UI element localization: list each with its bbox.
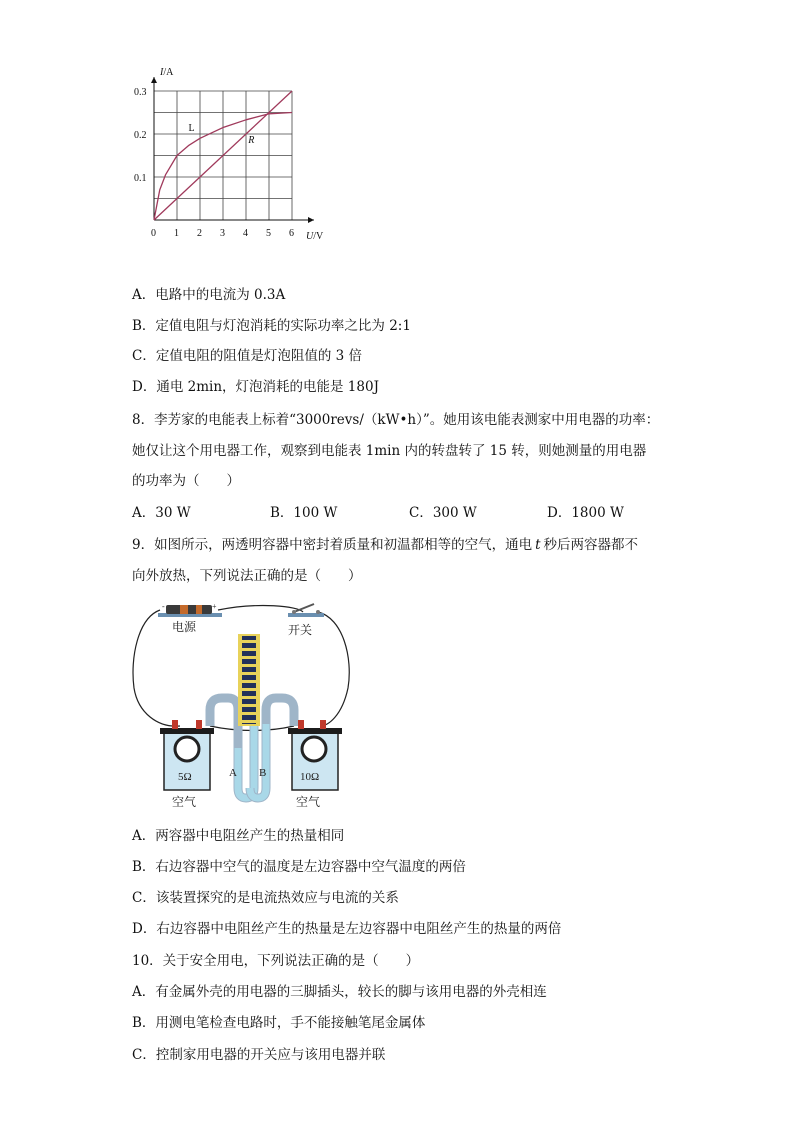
q8-option-a: A．30 W [132,505,191,521]
ruler-stripe [240,696,258,699]
q8-stem-line2: 她仅让这个用电器工作，观察到电能表 1min 内的转盘转了 15 转，则她测量的用电器 [132,443,647,459]
ruler-stripe [240,648,258,651]
left-container [160,720,214,790]
q7-option-d: D．通电 2min，灯泡消耗的电能是 180J [132,379,379,395]
scale-ruler [238,634,260,726]
y-axis-arrow [151,77,157,83]
x-tick-label: 5 [266,228,271,239]
y-axis-label: I/A [160,67,174,78]
q10-option-a: A．有金属外壳的用电器的三脚插头，较长的脚与该用电器的外壳相连 [132,984,547,1000]
q7-option-c: C．定值电阻的阻值是灯泡阻值的 3 倍 [132,348,363,364]
x-axis-label: U/V [306,231,324,242]
iu-graph [130,62,330,242]
switch-label: 开关 [288,623,313,637]
q9-option-b: B．右边容器中空气的温度是左边容器中空气温度的两倍 [132,859,466,875]
ruler-stripe [240,680,258,683]
power-label: 电源 [172,620,197,634]
q8-option-d: D．1800 W [547,505,624,521]
q9-stem-suffix: 秒后两容器都不 [543,537,639,553]
q8-option-c: C．300 W [409,505,477,521]
q9-option-c: C．该装置探究的是电流热效应与电流的关系 [132,890,399,906]
x-tick-label: 2 [197,228,202,239]
right-container [288,720,342,790]
x-axis-arrow [308,217,314,223]
ruler-stripe [240,656,258,659]
ruler-stripe [240,640,258,643]
q9-stem-prefix: 9．如图所示，两透明容器中密封着质量和初温都相等的空气，通电 [132,537,533,553]
q9-stem-line2: 向外放热，下列说法正确的是（ ） [132,568,362,584]
right-air-label: 空气 [296,795,321,809]
series-r-label: R [248,134,255,146]
q8-stem-line1: 8．李芳家的电能表上标着“3000revs/（kW•h）”。她用该电能表测家中用电器的功率： [132,412,660,428]
ruler-stripe [240,664,258,667]
q8-option-b: B．100 W [270,505,338,521]
series-l-label: L [188,123,195,134]
tube-b-label: B [259,767,267,779]
q10-stem: 10．关于安全用电，下列说法正确的是（ ） [132,953,420,969]
q9-option-a: A．两容器中电阻丝产生的热量相同 [132,828,345,844]
right-wire [318,612,349,726]
q9-stem-line1 [132,536,638,554]
battery-minus-sign: - [162,602,165,611]
top-wire [218,606,303,612]
q9-option-d: D．右边容器中电阻丝产生的热量是左边容器中电阻丝产生的热量的两倍 [132,921,562,937]
right-resistor-label: 10Ω [300,771,320,783]
joule-heating-apparatus [128,598,358,813]
x-tick-label: 0 [151,228,156,239]
q9-time-var: t [535,537,541,553]
y-tick-label: 0.1 [134,173,147,184]
left-resistor-label: 5Ω [178,771,192,783]
x-tick-label: 4 [243,228,248,239]
battery-plus-sign: + [212,602,217,611]
ruler-stripe [240,672,258,675]
ruler-stripe [240,712,258,715]
ruler-stripe [240,704,258,707]
q8-stem-line3: 的功率为（ ） [132,473,240,489]
q7-option-b: B．定值电阻与灯泡消耗的实际功率之比为 2:1 [132,318,411,334]
x-tick-label: 3 [220,228,225,239]
q10-option-b: B．用测电笔检查电路时，手不能接触笔尾金属体 [132,1015,426,1031]
y-tick-label: 0.3 [134,87,147,98]
y-tick-label: 0.2 [134,130,147,141]
x-tick-label: 6 [289,228,294,239]
q10-option-c: C．控制家用电器的开关应与该用电器并联 [132,1047,386,1063]
x-tick-label: 1 [174,228,179,239]
tube-a-label: A [229,767,237,779]
battery-icon [158,602,222,617]
switch-icon [288,604,324,617]
q7-option-a: A．电路中的电流为 0.3A [132,287,286,303]
ruler-stripe [240,688,258,691]
left-air-label: 空气 [172,795,197,809]
ruler-stripe [240,720,258,723]
